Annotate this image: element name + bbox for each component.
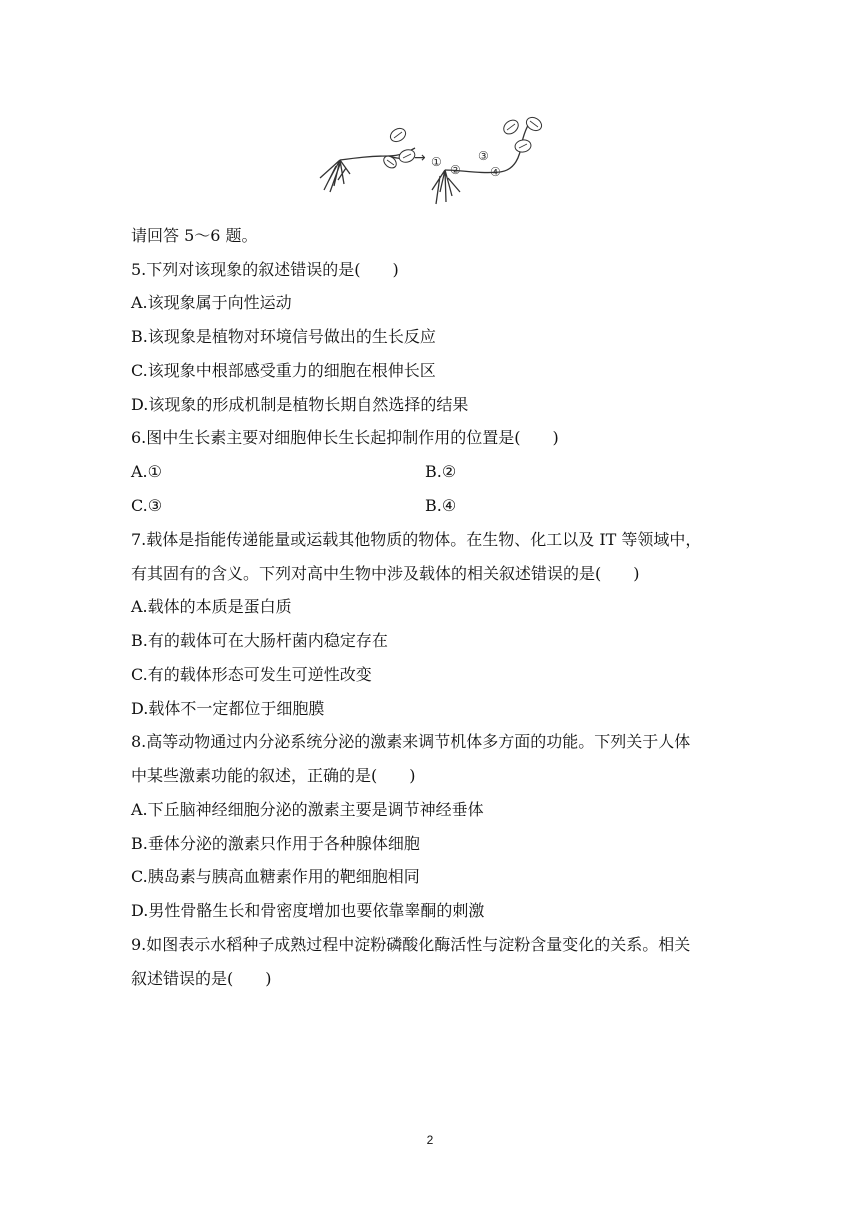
- question-8-stem-line-2: 中某些激素功能的叙述，正确的是( ): [131, 766, 416, 785]
- question-7-option-d: D.载体不一定都位于细胞膜: [131, 699, 325, 718]
- question-6-option-c: C.③: [131, 496, 163, 515]
- left-leaves: [381, 126, 416, 171]
- figure-arrow: →: [414, 150, 426, 166]
- marker-3: ③: [478, 149, 489, 163]
- plant-gravitropism-figure: [310, 112, 550, 212]
- question-6-stem: 6.图中生长素主要对细胞伸长生长起抑制作用的位置是( ): [131, 428, 559, 447]
- question-9-stem-line-1: 9.如图表示水稻种子成熟过程中淀粉磷酸化酶活性与淀粉含量变化的关系。相关: [131, 935, 691, 954]
- question-5-option-a: A.该现象属于向性运动: [131, 293, 292, 312]
- question-8-stem-line-1: 8.高等动物通过内分泌系统分泌的激素来调节机体多方面的功能。下列关于人体: [131, 732, 691, 751]
- marker-2: ②: [450, 163, 461, 177]
- curved-seedling: [432, 122, 530, 204]
- question-8-option-d: D.男性骨骼生长和骨密度增加也要依靠睾酮的刺激: [131, 901, 485, 920]
- question-8-option-c: C.胰岛素与胰高血糖素作用的靶细胞相同: [131, 867, 420, 886]
- question-7-stem-line-1: 7.载体是指能传递能量或运载其他物质的物体。在生物、化工以及 IT 等领域中，: [131, 530, 702, 549]
- question-7-option-a: A.载体的本质是蛋白质: [131, 597, 292, 616]
- intro-text: 请回答 5～6 题。: [131, 226, 258, 245]
- question-5-option-c: C.该现象中根部感受重力的细胞在根伸长区: [131, 361, 436, 380]
- question-6-option-a: A.①: [131, 462, 162, 481]
- question-9-stem-line-2: 叙述错误的是( ): [131, 969, 272, 988]
- question-8-option-b: B.垂体分泌的激素只作用于各种腺体细胞: [131, 834, 420, 853]
- marker-1: ①: [431, 155, 442, 169]
- page-number: 2: [426, 1133, 434, 1147]
- question-7-option-c: C.有的载体形态可发生可逆性改变: [131, 665, 372, 684]
- marker-4: ④: [490, 165, 501, 179]
- question-5-option-b: B.该现象是植物对环境信号做出的生长反应: [131, 327, 436, 346]
- question-5-stem: 5.下列对该现象的叙述错误的是( ): [131, 260, 399, 279]
- question-6-option-b: B.②: [425, 462, 457, 481]
- question-7-stem-line-2: 有其固有的含义。下列对高中生物中涉及载体的相关叙述错误的是( ): [131, 564, 640, 583]
- right-leaves: [501, 115, 544, 153]
- question-8-option-a: A.下丘脑神经细胞分泌的激素主要是调节神经垂体: [131, 800, 484, 819]
- question-5-option-d: D.该现象的形成机制是植物长期自然选择的结果: [131, 395, 469, 414]
- question-6-option-d: B.④: [425, 496, 457, 515]
- question-7-option-b: B.有的载体可在大肠杆菌内稳定存在: [131, 631, 388, 650]
